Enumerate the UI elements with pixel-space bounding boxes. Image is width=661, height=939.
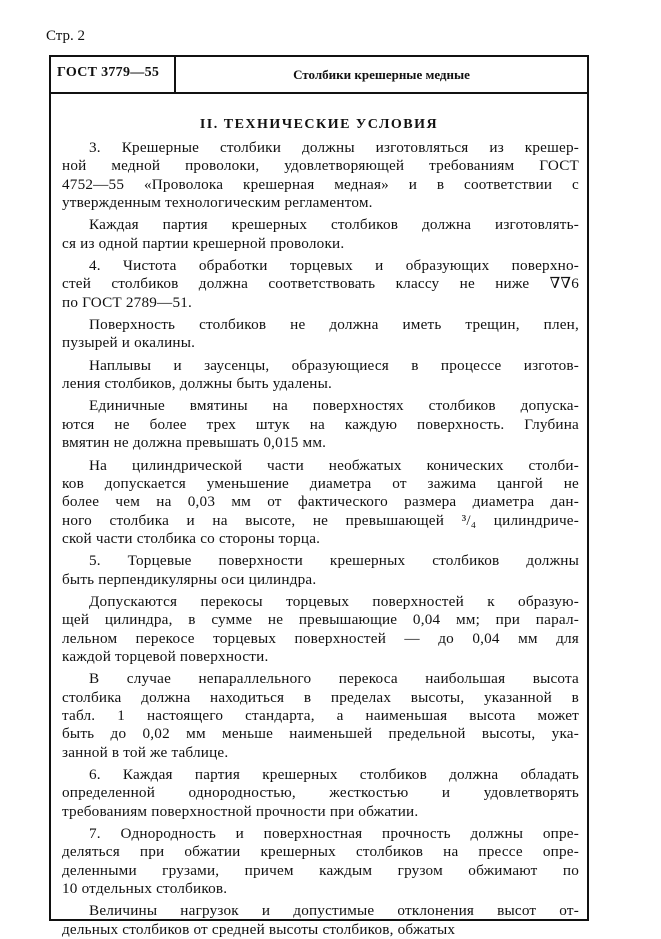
paragraph-line: табл. 1 настоящего стандарта, а наименьшая высота может [62,706,579,724]
paragraph-line: 4752—55 «Проволока крешерная медная» и в соответствии с [62,175,579,193]
paragraph-line: 10 отдельных столбиков. [62,880,228,898]
paragraph-line: стей столбиков должна соответствовать классу не ниже ∇∇6 [62,275,579,293]
section-heading: II. ТЕХНИЧЕСКИЕ УСЛОВИЯ [199,117,439,132]
paragraph-line: Поверхность столбиков не должна иметь трещин, плен, [89,316,579,334]
paragraph [62,397,579,452]
paragraph-line: каждой торцевой поверхности. [62,647,269,665]
body-text [62,139,579,939]
paragraph-line: В случае непараллельного перекоса наибольшая высота [89,670,579,688]
paragraph-line: требованиям поверхностной прочности при обжатии. [62,802,419,820]
paragraph-line: быть перпендикулярны оси цилиндра. [62,570,317,588]
paragraph-line: утвержденным технологическим регламентом. [62,194,373,212]
paragraph-line: быть до 0,02 мм меньше наименьшей предельной высоты, ука- [62,725,579,743]
document-header [51,57,587,94]
paragraph-line: Величины нагрузок и допустимые отклонения высот от- [89,902,579,920]
paragraph-line: ся из одной партии крешерной проволоки. [62,234,345,252]
paragraph [62,457,579,549]
paragraph [62,593,579,666]
page-number: Стр. 2 [46,28,86,44]
paragraph [62,139,579,212]
paragraph [62,216,579,253]
paragraph-line: 3. Крешерные столбики должны изготовляться из крешер- [89,139,579,156]
paragraph-line: На цилиндрической части необжатых конических столби- [89,456,579,474]
paragraph [62,825,579,898]
paragraph-line: 5. Торцевые поверхности крешерных столбиков должны [89,552,579,570]
page-frame [49,55,589,938]
paragraph [62,902,579,939]
paragraph [62,316,579,353]
document-title: Столбики крешерные медные [293,67,470,82]
paragraph-line: занной в той же таблице. [62,743,229,761]
paragraph-line: столбика должна находиться в пределах высоты, указанной в [62,688,579,706]
paragraph-line: щей цилиндра, в сумме не превышающие 0,04 мм; при парал- [62,611,579,629]
paragraph-line: 7. Однородность и поверхностная прочность должны опре- [89,825,579,843]
paragraph [62,766,579,821]
paragraph-line: лельном перекосе торцевых поверхностей — до 0,04 мм для [62,629,579,647]
paragraph-line: ной медной проволоки, удовлетворяющей требованиям ГОСТ [62,157,579,175]
paragraph-line: 6. Каждая партия крешерных столбиков должна обладать [89,766,579,783]
paragraph [62,257,579,312]
paragraph-line: дельных столбиков от средней высоты столбиков, обжатых [62,920,456,938]
gost-code: ГОСТ 3779—55 [57,65,160,80]
paragraph-line: Каждая партия крешерных столбиков должна изготовлять- [89,216,579,234]
paragraph-line: ской части столбика со стороны торца. [62,529,321,547]
paragraph [62,357,579,394]
paragraph-line: Наплывы и заусенцы, образующиеся в процессе изготов- [89,356,579,374]
paragraph-line: по ГОСТ 2789—51. [62,293,193,311]
paragraph-line: пузырей и окалины. [62,334,196,352]
paragraph-line: ного столбика и на высоте, не превышающей ³/₄ цилиндриче- [62,511,579,529]
paragraph-line: ются не более трех штук на каждую поверхность. Глубина [62,415,579,433]
paragraph-line: ков допускается уменьшение диаметра от зажима цангой не [62,474,579,492]
paragraph-line: вмятин не должна превышать 0,015 мм. [62,434,327,452]
paragraph-line: 4. Чистота обработки торцевых и образующих поверхно- [89,257,579,275]
paragraph-line: Единичные вмятины на поверхностях столбиков допуска- [89,397,579,415]
paragraph-line: Допускаются перекосы торцевых поверхностей к образую- [89,592,579,610]
paragraph-line: деленными грузами, причем каждым грузом обжимают по [62,861,579,879]
paragraph-line: деляться при обжатии крешерных столбиков на прессе опре- [62,843,579,861]
paragraph [62,670,579,762]
paragraph-line: ления столбиков, должны быть удалены. [62,375,333,393]
paragraph-line: определенной однородностью, жесткостью и удовлетворять [62,784,579,802]
paragraph [62,552,579,589]
paragraph-line: более чем на 0,03 мм от фактического размера диаметра дан- [62,493,579,511]
